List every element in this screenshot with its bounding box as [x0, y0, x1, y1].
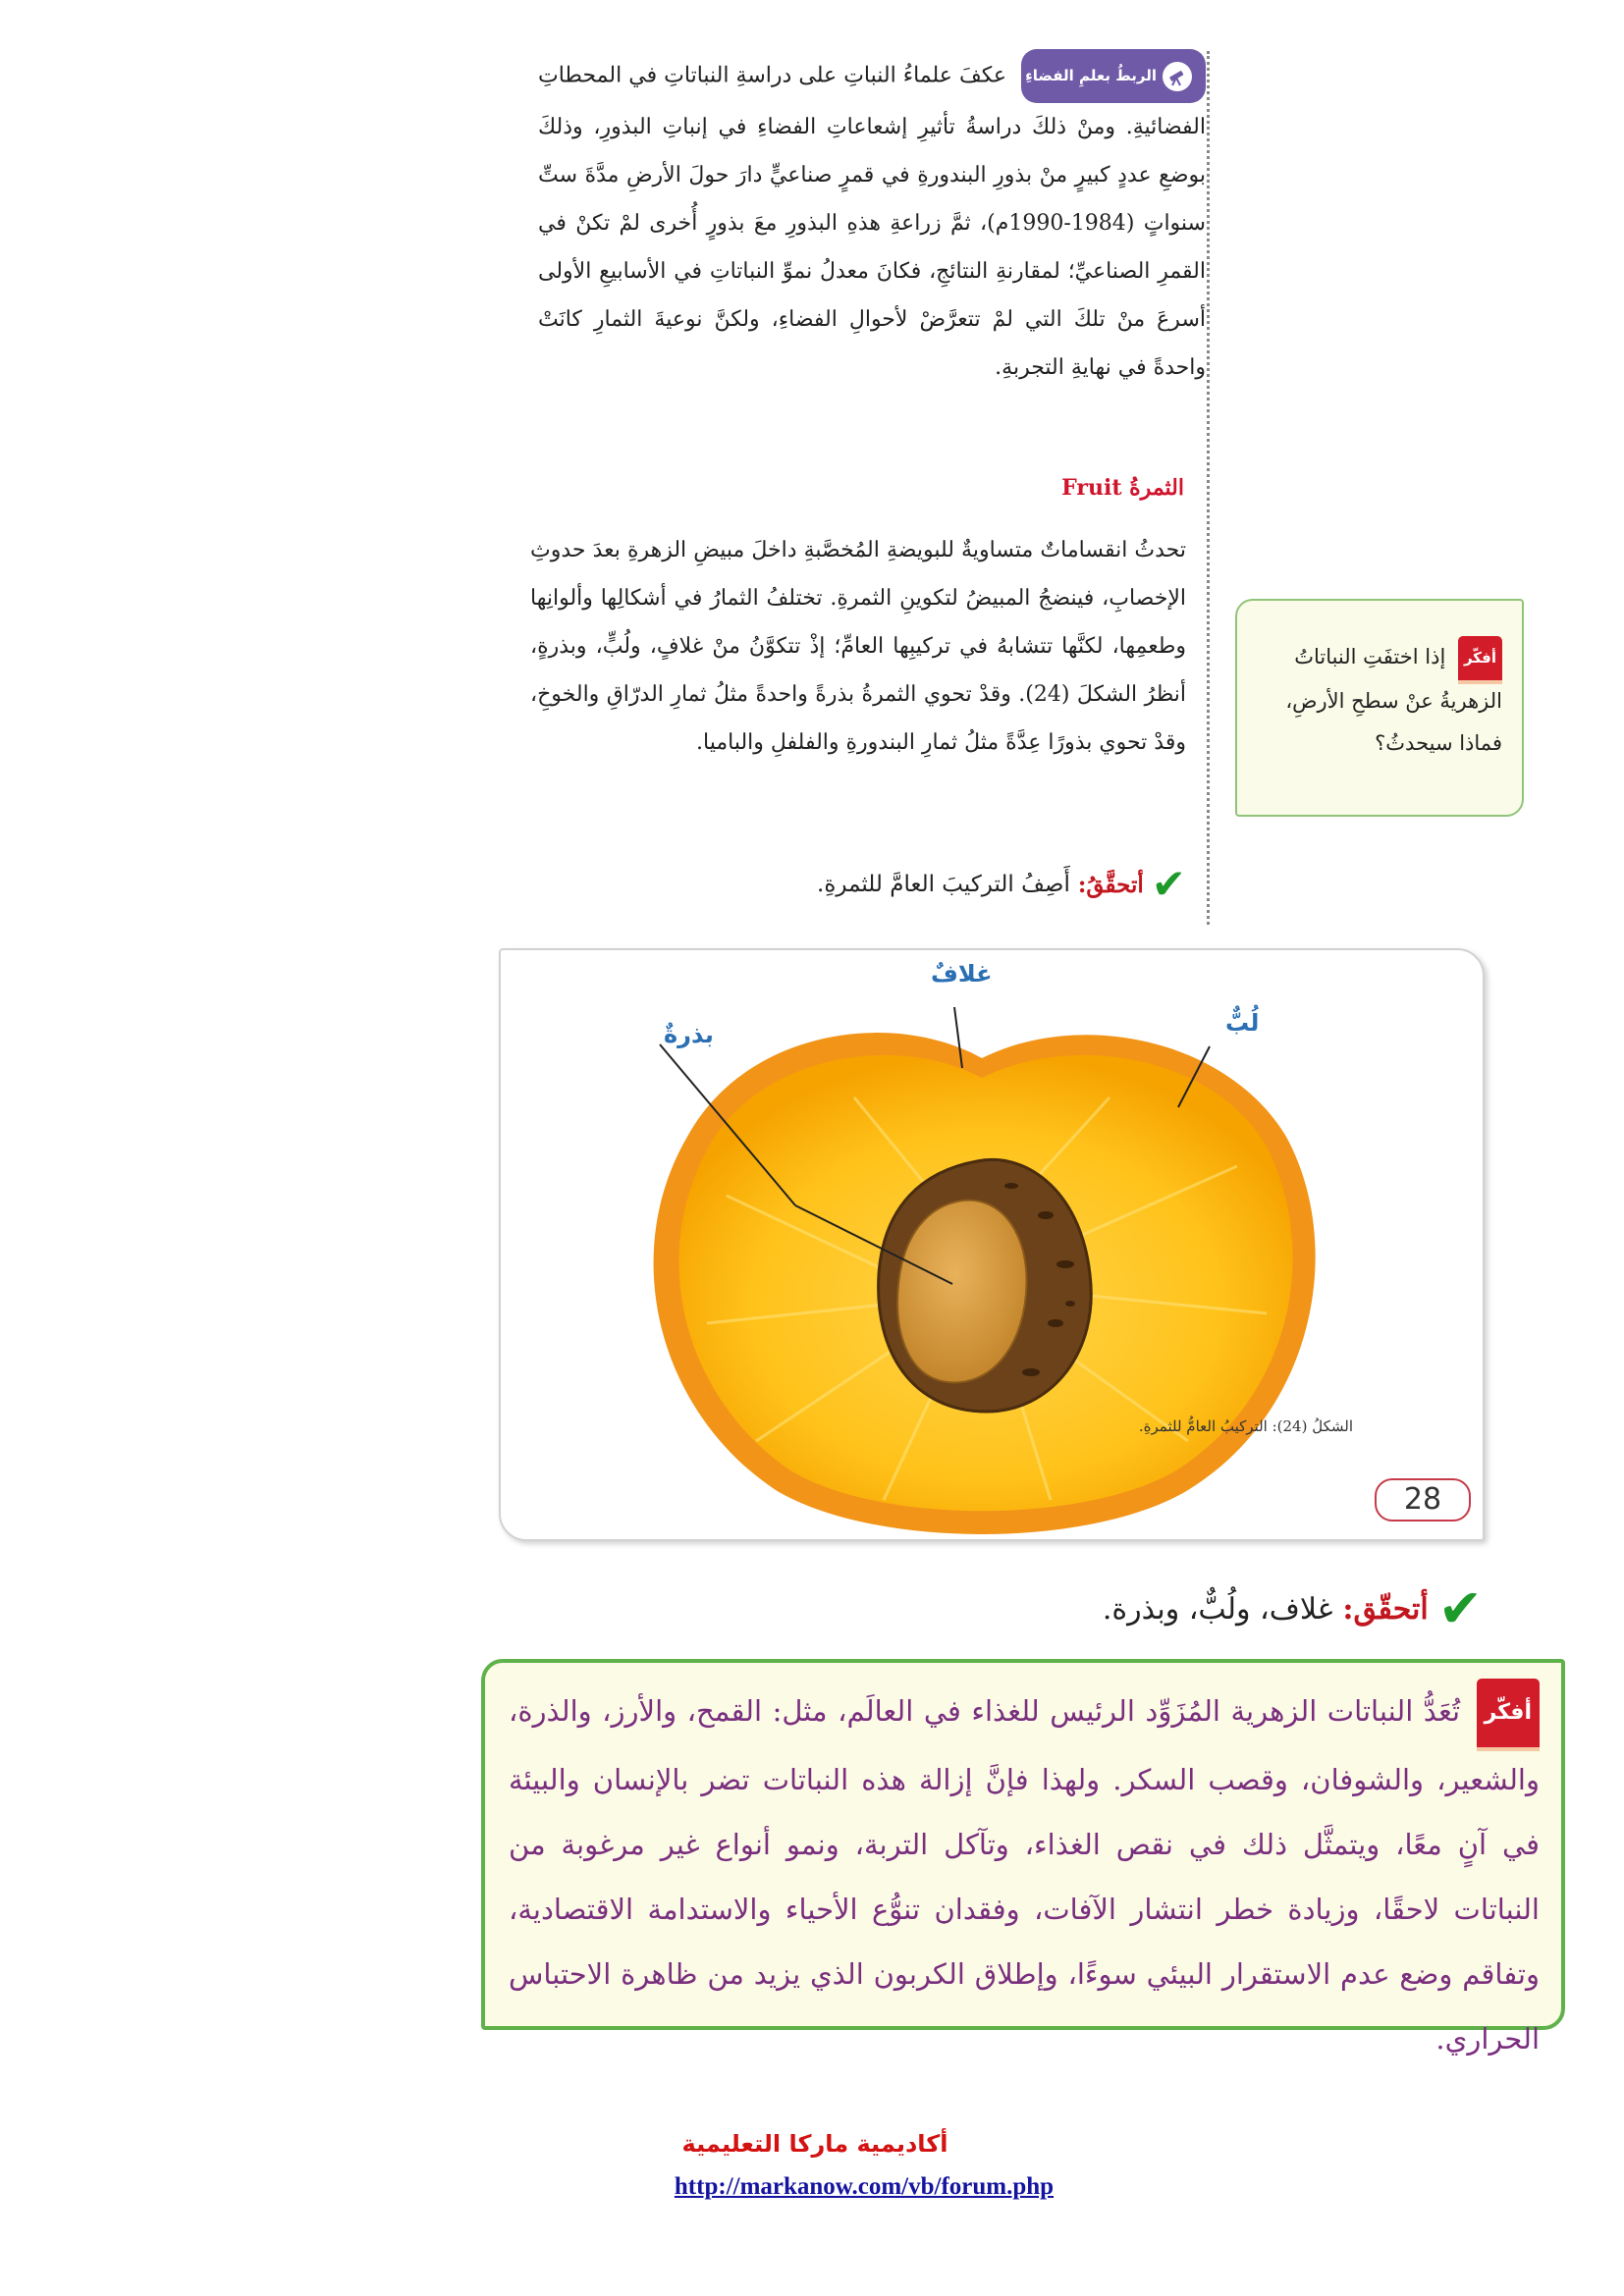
forum-link[interactable]: http://markanow.com/vb/forum.php [674, 2173, 1055, 2200]
fruit-paragraph: تحدثُ انقساماتٌ متساويةٌ للبويضةِ المُخصَّبةِ داخلَ مبيضِ الزهرةِ بعدَ حدوثِ الإخصابِ، فينضجُ المبيضُ لتكوينِ الثمرةِ. تختلفُ الثمارُ في أشكالِها وألوانِها وطعمِها، لكنَّها تتشابهُ في تركيبِها العامِّ؛ إذْ تتكوَّنُ منْ غلافٍ، ولُبٍّ، وبذرةٍ، أنظرُ الشكلَ (24). وقدْ تحوي الثمرةُ بذرةً واحدةً مثلُ ثمارِ الدرّاقِ والخوخِ، وقدْ تحوي بذورًا عِدَّةً مثلُ ثمارِ البندورةِ والفلفلِ والباميا. [530, 538, 1186, 755]
check-answer [1102, 1577, 1483, 1639]
answer-label: أتحقّق: [1342, 1591, 1429, 1627]
think-answer-tag: أفكّر [1477, 1679, 1540, 1747]
label-cover: غلافٌ [931, 960, 993, 988]
checkmark-icon: ✔ [1437, 1577, 1483, 1639]
space-link-text: عكفَ علماءُ النباتِ على دراسةِ النباتاتِ في المحطاتِ الفضائيةِ. ومنْ ذلكَ دراسةُ تأثيرِ إشعاعاتِ الفضاءِ في إنباتِ البذورِ، وذلكَ بوضعِ عددٍ كبيرٍ منْ بذورِ البندورةِ في قمرٍ صناعيٍّ دارَ حولَ الأرضِ مدَّةَ ستِّ سنواتٍ (1984-1990م)، ثمَّ زراعةِ هذهِ البذورِ معَ بذورٍ أُخرى لمْ تكنْ في القمرِ الصناعيِّ؛ لمقارنةِ النتائجِ، فكانَ معدلُ نموِّ النباتاتِ في الأسابيعِ الأولى أسرعَ منْ تلكَ التي لمْ تتعرَّضْ لأحوالِ الفضاءِ، ولكنَّ نوعيةَ الثمارِ كانَتْ واحدةً في نهايةِ التجربةِ. [538, 63, 1206, 380]
think-side-box [1235, 599, 1524, 817]
check-text: أَصِفُ التركيبَ العامَّ للثمرةِ. [817, 872, 1070, 897]
page-number: 28 [1375, 1478, 1471, 1522]
label-seed: بذرةٌ [664, 1021, 714, 1048]
figure-caption: الشكلُ (24): التركيبُ العامُّ للثمرةِ. [1138, 1417, 1353, 1435]
checkmark-icon: ✔ [1151, 860, 1186, 908]
academy-name: أكاديمية ماركا التعليمية [681, 2130, 948, 2158]
space-link-badge-label: الربطُ بعلمِ الفضاءِ [1025, 67, 1157, 84]
fruit-diagram [501, 950, 1483, 1539]
think-answer-text: تُعَدُّ النباتات الزهرية المُزَوِّد الرئيس للغذاء في العالَم، مثل: القمح، والأرز، والذرة، والشعير، والشوفان، وقصب السكر. ولهذا فإنَّ إزالة هذه النباتات تضر بالإنسان والبيئة في آنٍ معًا، ويتمثَّل ذلك في نقص الغذاء، وتآكل التربة، ونمو أنواع غير مرغوبة من النباتات لاحقًا، وزيادة خطر انتشار الآفات، وفقدان تنوُّع الأحياء والاستدامة الاقتصادية، وتفاقم وضع عدم الاستقرار البيئي سوءًا، وإطلاق الكربون الذي يزيد من ظاهرة الاحتباس الحراري. [509, 1694, 1541, 2056]
label-pulp: لُبٌّ [1225, 1009, 1260, 1037]
space-link-paragraph [538, 49, 1206, 392]
think-answer-box [481, 1659, 1565, 2056]
think-tag: أفكّر [1458, 636, 1502, 680]
check-question [817, 860, 1186, 908]
telescope-icon [1163, 62, 1192, 91]
column-divider [1207, 51, 1210, 925]
fruit-figure [499, 948, 1485, 1541]
fruit-heading: الثمرةُ Fruit [1061, 475, 1184, 501]
think-side-text: إذا اختفَتِ النباتاتُ الزهريةُ عنْ سطحِ الأرضِ، فماذا سيحدثُ؟ [1285, 645, 1502, 755]
answer-text: غلاف، ولُبٌّ، وبذرة. [1102, 1591, 1333, 1627]
space-link-badge [1021, 49, 1206, 103]
check-label: أتحقَّقُ: [1077, 871, 1144, 898]
